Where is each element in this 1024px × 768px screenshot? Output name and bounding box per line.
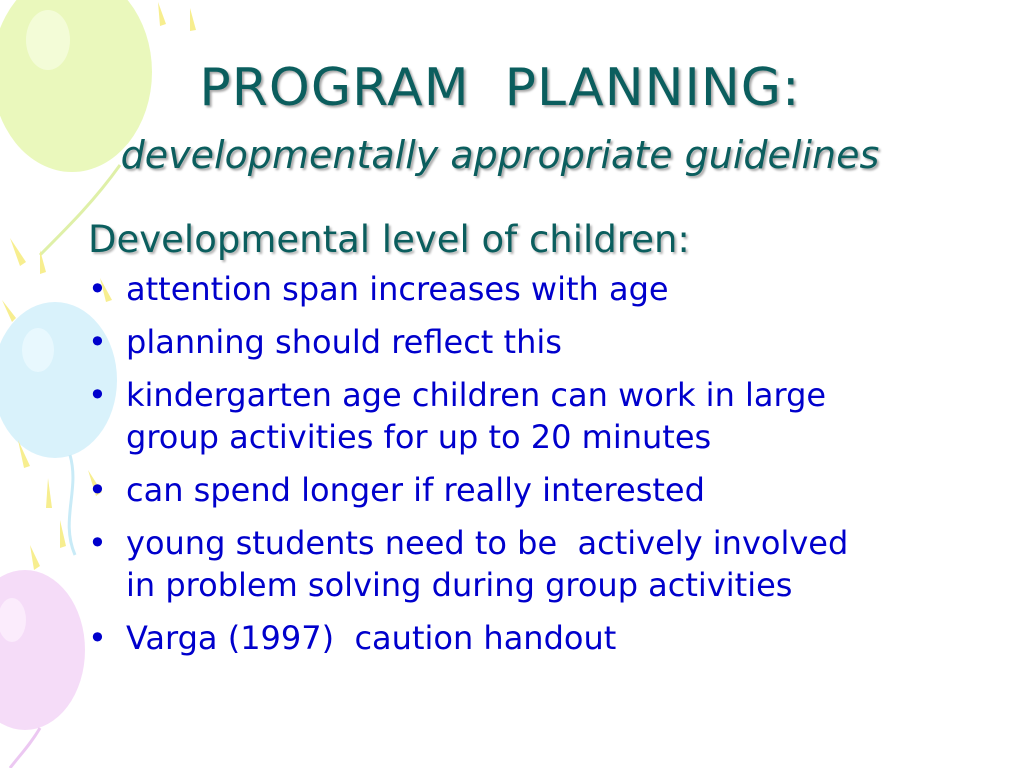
bullet-item: • can spend longer if really interested: [88, 469, 918, 511]
slide-title: PROGRAM PLANNING:: [199, 58, 801, 118]
bullet-item: • planning should reflect this: [88, 321, 918, 363]
bullet-item: • kindergarten age children can work in large group activities for up to 20 minutes: [88, 374, 918, 458]
bullet-item: • young students need to be actively involved in problem solving during group activities: [88, 522, 856, 606]
bullet-item: • Varga (1997) caution handout: [88, 617, 918, 659]
purple-balloon-decoration: [0, 570, 85, 768]
slide-body: [88, 218, 918, 670]
green-balloon-decoration: [0, 0, 152, 255]
bullet-item: • attention span increases with age: [88, 268, 918, 310]
section-heading: Developmental level of children:: [88, 218, 690, 261]
bullet-list: [88, 268, 918, 659]
slide-subtitle: developmentally appropriate guidelines: [120, 133, 880, 177]
